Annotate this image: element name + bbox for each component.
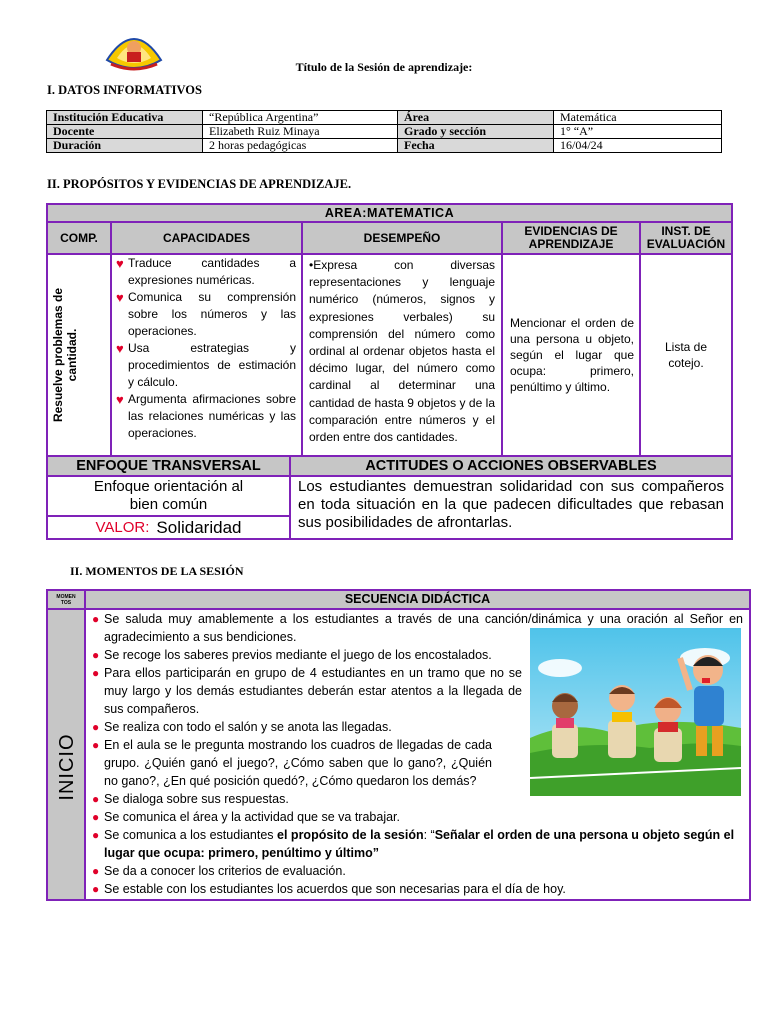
enfoque-text: Enfoque orientación al bien común bbox=[46, 475, 291, 517]
evidencia-cell bbox=[501, 253, 641, 457]
list-item: ♥ Traduce cantidades a expresiones numéricas. bbox=[116, 256, 296, 287]
enfoque-header: ENFOQUE TRANSVERSAL bbox=[46, 455, 291, 477]
secuencia-content bbox=[84, 608, 751, 901]
instrumento-cell bbox=[639, 253, 733, 457]
list-item: ♥ Argumenta afirmaciones sobre las relaciones numéricas y las operaciones. bbox=[116, 392, 296, 440]
heart-icon: ♥ bbox=[116, 290, 124, 305]
list-item: ● Se comunica a los estudiantes el propósito de la sesión: “Señalar el orden de una persona u objeto según el lugar que ocupa: primero, penúltimo y último” bbox=[92, 828, 735, 860]
list-item: ● Se saluda muy amablemente a los estudiantes a través de una canción/dinámica y una oración al Señor en agradecimiento a sus bendiciones. bbox=[92, 612, 743, 644]
info-key: Fecha bbox=[398, 139, 554, 153]
info-value: 2 horas pedagógicas bbox=[203, 139, 398, 153]
header-comp: COMP. bbox=[46, 221, 112, 255]
header-desempeno: DESEMPEÑO bbox=[301, 221, 503, 255]
section-datos-informativos: I. DATOS INFORMATIVOS bbox=[47, 83, 202, 97]
competencia-text: Resuelve problemas de cantidad. bbox=[51, 287, 79, 423]
info-value: Elizabeth Ruiz Minaya bbox=[203, 125, 398, 139]
header-instrumento: INST. DE EVALUACIÓN bbox=[639, 221, 733, 255]
info-value: “República Argentina” bbox=[203, 111, 398, 125]
sack-race-illustration bbox=[530, 628, 741, 796]
list-item: ● En el aula se le pregunta mostrando los cuadros de llegadas de cada grupo. ¿Quién ganó el juego?, ¿Cómo saben que lo gano?, ¿Quién no gano?, ¿En qué posición quedó?, ¿Cómo quedaron los demás? bbox=[92, 738, 492, 788]
secuencia-header: SECUENCIA DIDÁCTICA bbox=[84, 589, 751, 610]
capacidades-cell bbox=[110, 253, 303, 457]
info-table bbox=[46, 110, 722, 153]
moments-table bbox=[46, 589, 751, 901]
table-row bbox=[47, 111, 722, 125]
instrumento-text: Lista de cotejo. bbox=[664, 340, 708, 370]
list-item: ● Se da a conocer los criterios de evaluación. bbox=[92, 864, 346, 878]
list-item: ● Se comunica el área y la actividad que se va trabajar. bbox=[92, 810, 401, 824]
valor-label: VALOR: bbox=[95, 519, 150, 536]
list-item: ● Se recoge los saberes previos mediante el juego de los encostalados. bbox=[92, 648, 492, 662]
table-row bbox=[47, 139, 722, 153]
inicio-cell bbox=[46, 608, 86, 901]
actitud-text: Los estudiantes demuestran solidaridad con sus compañeros en toda situación en la que padecen dificultades que rebasan sus posibilidades de afrontarlas. bbox=[289, 475, 733, 540]
table-row bbox=[47, 125, 722, 139]
info-value: Matemática bbox=[554, 111, 722, 125]
section-propositos: II. PROPÓSITOS Y EVIDENCIAS DE APRENDIZAJE. bbox=[47, 177, 352, 191]
list-item: ♥ Comunica su comprensión sobre los números y las operaciones. bbox=[116, 290, 296, 338]
area-title: AREA:MATEMATICA bbox=[46, 203, 733, 223]
heart-icon: ♥ bbox=[116, 341, 124, 356]
header-evidencias: EVIDENCIAS DE APRENDIZAJE bbox=[501, 221, 641, 255]
section-momentos: II. MOMENTOS DE LA SESIÓN bbox=[70, 564, 244, 578]
header-capacidades: CAPACIDADES bbox=[110, 221, 303, 255]
info-value: 16/04/24 bbox=[554, 139, 722, 153]
purpose-table bbox=[46, 203, 733, 540]
info-key: Grado y sección bbox=[398, 125, 554, 139]
momentos-label: MOMENTOS bbox=[46, 589, 86, 610]
info-key: Docente bbox=[47, 125, 203, 139]
list-item: ● Se realiza con todo el salón y se anota las llegadas. bbox=[92, 720, 392, 734]
actitudes-header: ACTITUDES O ACCIONES OBSERVABLES bbox=[289, 455, 733, 477]
heart-icon: ♥ bbox=[116, 256, 124, 271]
list-item: ● Se estable con los estudiantes los acuerdos que son necesarias para el día de hoy. bbox=[92, 882, 566, 896]
inicio-label: INICIO bbox=[56, 733, 78, 801]
list-item: ● Para ellos participarán en grupo de 4 estudiantes en un tramo que no se muy largo y los demás estudiantes deberán estar atentos a la llegada de sus compañeros. bbox=[92, 666, 522, 716]
info-key: Institución Educativa bbox=[47, 111, 203, 125]
competencia-cell bbox=[46, 253, 112, 457]
valor-cell bbox=[46, 515, 291, 540]
info-key: Duración bbox=[47, 139, 203, 153]
evidencia-text: Mencionar el orden de una persona u objeto, según el lugar que ocupa: primero, penúltimo y último. bbox=[510, 316, 634, 394]
session-title: Título de la Sesión de aprendizaje: bbox=[295, 60, 473, 74]
list-item: ● Se dialoga sobre sus respuestas. bbox=[92, 792, 289, 806]
info-value: 1° “A” bbox=[554, 125, 722, 139]
list-item: ♥ Usa estrategias y procedimientos de estimación y cálculo. bbox=[116, 341, 296, 389]
desempeno-cell: •Expresa con diversas representaciones y lenguaje numérico (números, signos y expresiones verbales) su comprensión del número como ordinal al ordenar objetos hasta el décimo lugar, del número como cardinal al determinar una cantidad de hasta 9 objetos y de la comparación entre números y el orden entre dos cantidades. bbox=[301, 253, 503, 457]
info-key: Área bbox=[398, 111, 554, 125]
valor-value: Solidaridad bbox=[156, 517, 242, 537]
heart-icon: ♥ bbox=[116, 392, 124, 407]
